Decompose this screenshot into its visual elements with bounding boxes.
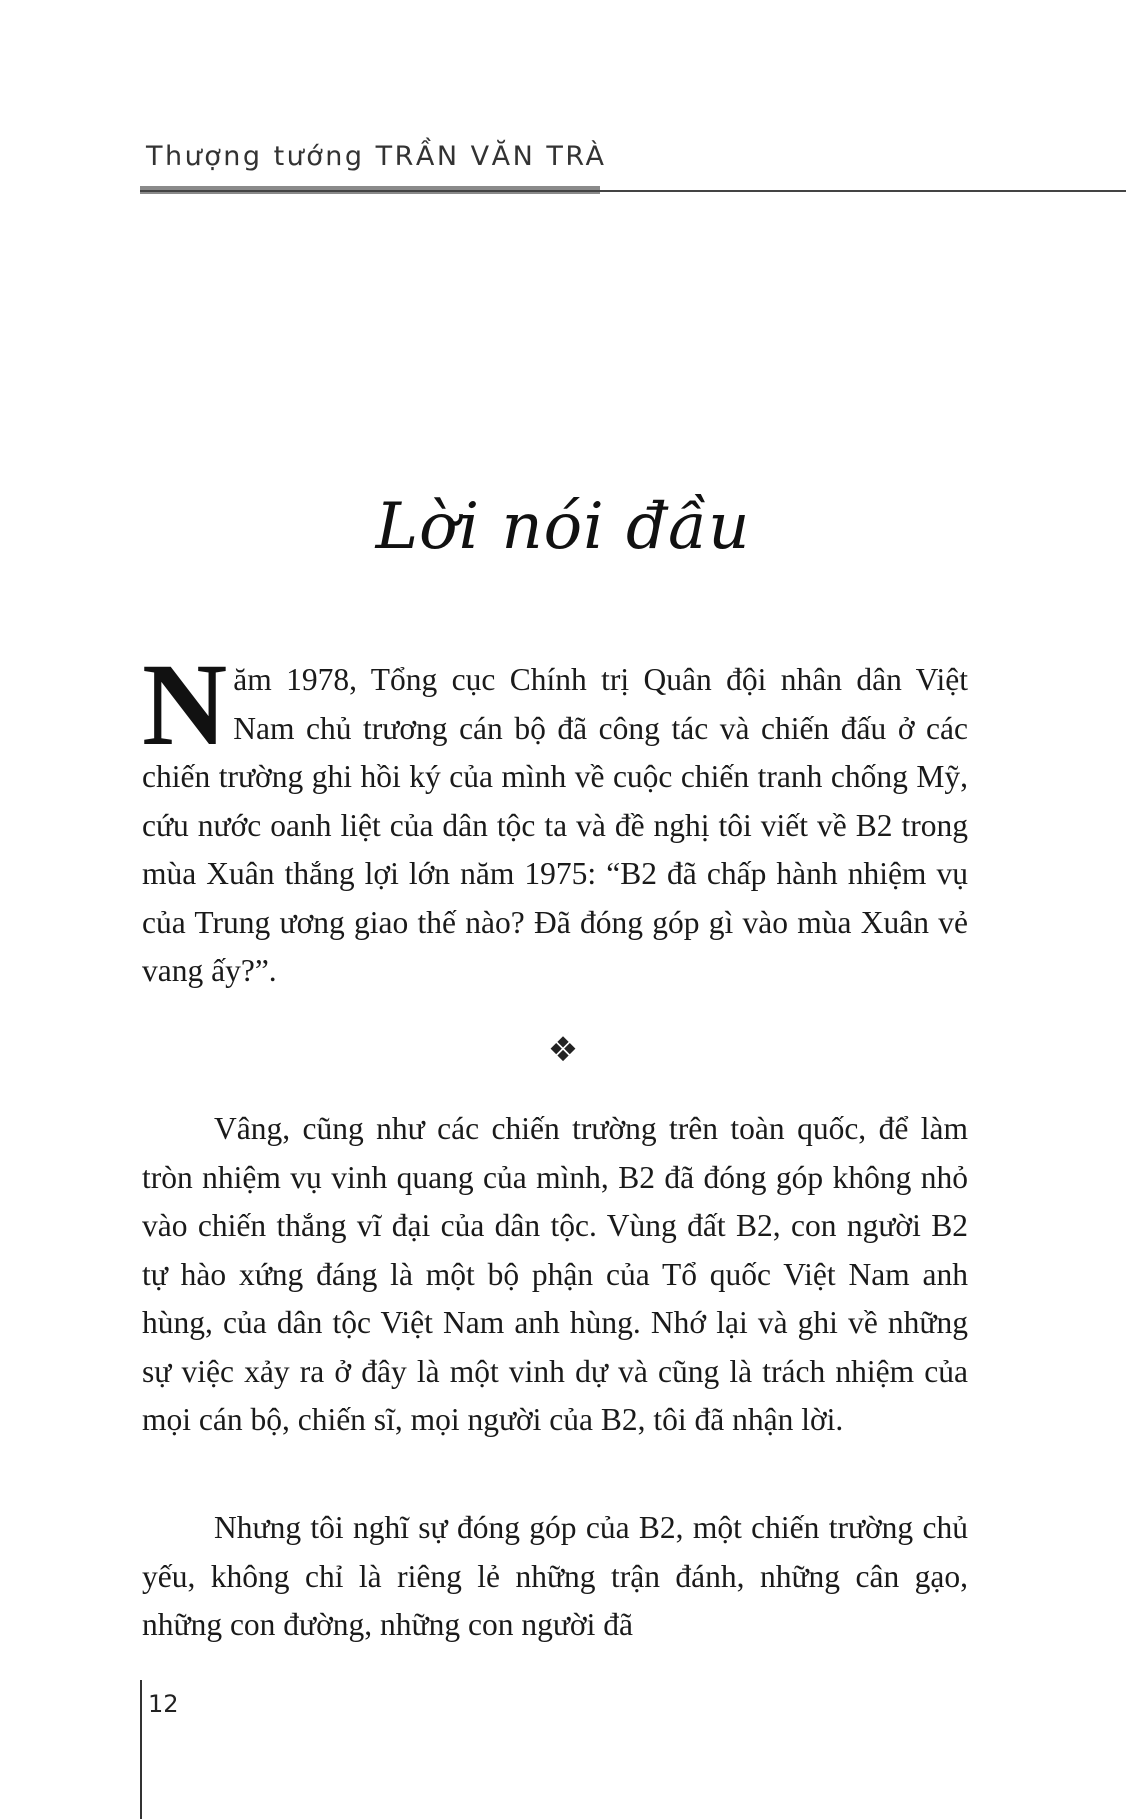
- drop-cap: N: [142, 639, 228, 770]
- paragraph-3: Nhưng tôi nghĩ sự đóng góp của B2, một chiến trường chủ yếu, không chỉ là riêng lẻ những trận đánh, những cân gạo, những con đường, những con người đã: [142, 1510, 968, 1642]
- page-number: 12: [148, 1690, 179, 1718]
- header-rule: [140, 190, 1126, 192]
- chapter-title: Lời nói đầu: [375, 490, 751, 564]
- paragraph-1: [142, 639, 968, 996]
- paragraph-1-text: ăm 1978, Tổng cục Chính trị Quân đội nhân dân Việt Nam chủ trương cán bộ đã công tác và chiến đấu ở các chiến trường ghi hồi ký của mình về cuộc chiến tranh chống Mỹ, cứu nước oanh liệt của dân tộc ta và đề nghị tôi viết về B2 trong mùa Xuân thắng lợi lớn năm 1975: “B2 đã chấp hành nhiệm vụ của Trung ương giao thế nào? Đã đóng góp gì vào mùa Xuân vẻ vang ấy?”.: [142, 662, 968, 988]
- paragraph-2: Vâng, cũng như các chiến trường trên toàn quốc, để làm tròn nhiệm vụ vinh quang của mình, B2 đã đóng góp không nhỏ vào chiến thắng vĩ đại của dân tộc. Vùng đất B2, con người B2 tự hào xứng đáng là một bộ phận của Tổ quốc Việt Nam anh hùng, của dân tộc Việt Nam anh hùng. Nhớ lại và ghi về những sự việc xảy ra ở đây là một vinh dự và cũng là trách nhiệm của mọi cán bộ, chiến sĩ, mọi người của B2, tôi đã nhận lời.: [142, 1111, 968, 1437]
- section-separator-icon: ❖: [547, 1030, 579, 1070]
- footer-rule: [140, 1680, 142, 1819]
- running-header: Thượng tướng TRẦN VĂN TRÀ: [146, 141, 607, 172]
